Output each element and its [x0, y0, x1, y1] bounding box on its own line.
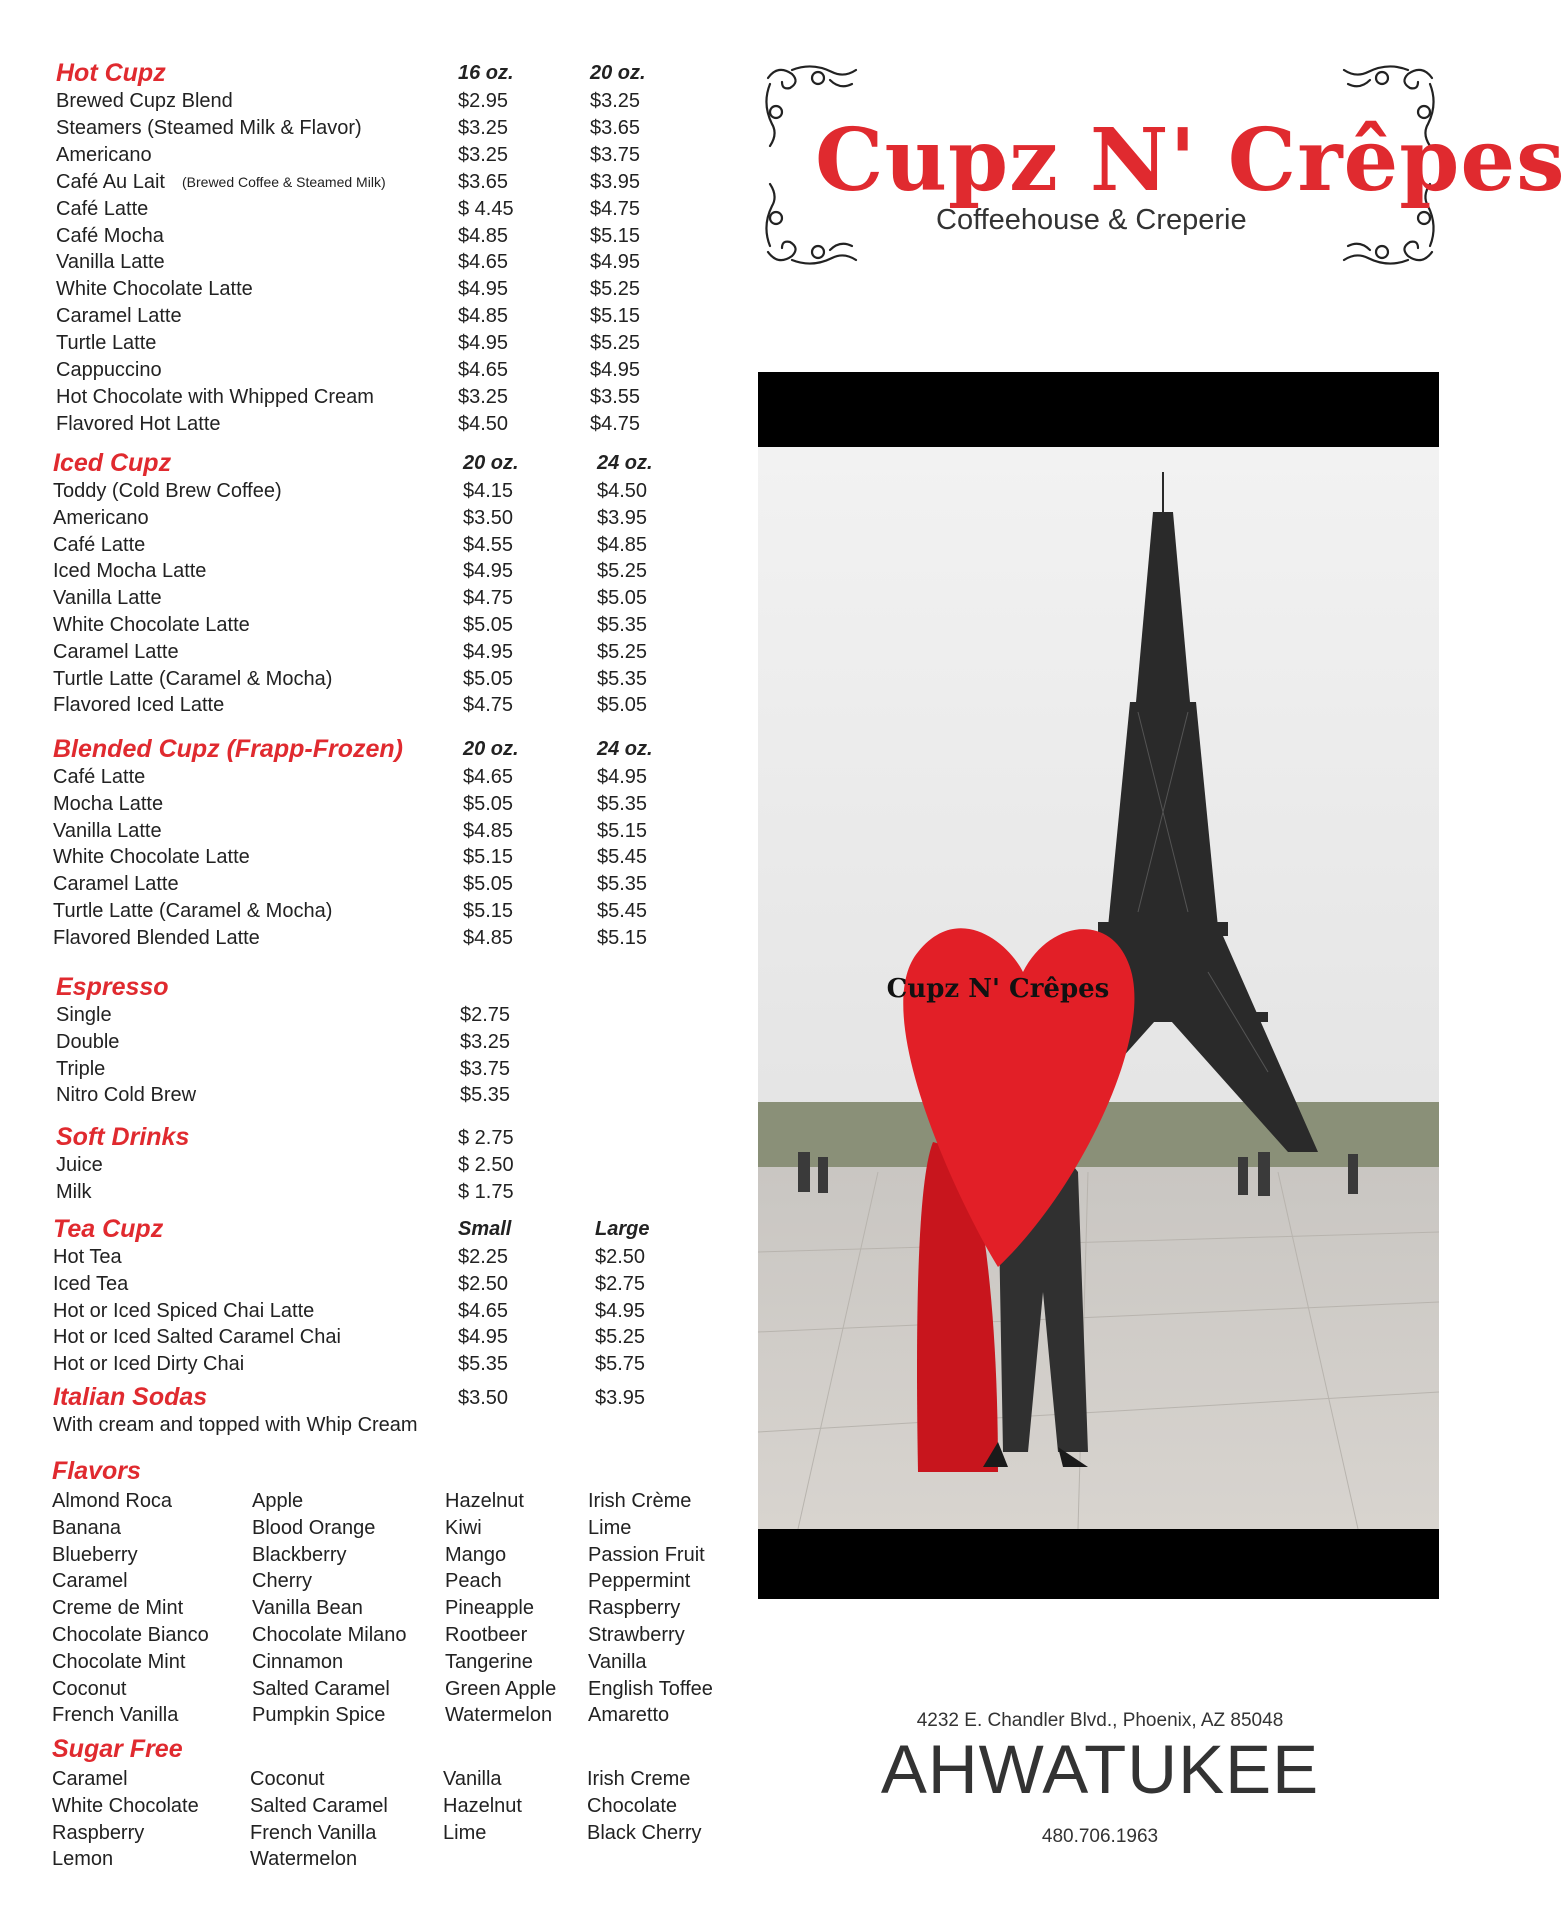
item-name: Hot or Iced Dirty Chai	[53, 1353, 245, 1376]
item-name: Toddy (Cold Brew Coffee)	[53, 480, 282, 502]
section-title-italian-sodas: Italian Sodas	[53, 1383, 208, 1411]
item-name: Juice	[56, 1154, 103, 1176]
item-price-2: $4.85	[597, 533, 648, 556]
flavor-column	[588, 1488, 713, 1729]
item-name: Double	[56, 1030, 120, 1053]
flavor-item: Irish Crème	[588, 1490, 692, 1512]
flavor-item: Watermelon	[445, 1704, 553, 1727]
item-price-2: $5.25	[590, 278, 641, 301]
item-price-1: $5.05	[463, 873, 514, 896]
menu-item	[56, 249, 756, 276]
item-price-2: $4.75	[590, 412, 641, 435]
sugar-free-column	[587, 1766, 701, 1846]
section-title-espresso: Espresso	[56, 973, 169, 1001]
size-header-blended-cupz-2: 24 oz.	[597, 738, 653, 760]
menu-item	[53, 639, 753, 666]
flavor-column	[52, 1488, 209, 1729]
menu-item	[56, 330, 756, 357]
item-price-1: $5.05	[463, 614, 514, 636]
menu-item	[56, 357, 756, 384]
item-name: Hot Tea	[53, 1246, 122, 1268]
item-name: Milk	[56, 1180, 92, 1203]
item-price-1: $3.25	[458, 116, 509, 139]
item-price-2: $5.15	[590, 305, 641, 328]
plaza	[758, 1167, 1439, 1529]
item-name: Flavored Iced Latte	[53, 694, 225, 717]
menu-item	[56, 115, 756, 142]
item-price-2: $4.50	[597, 480, 648, 502]
item-price-1: $2.75	[460, 1004, 511, 1026]
flavor-item: Kiwi	[445, 1516, 482, 1539]
item-price-1: $4.85	[458, 305, 509, 328]
item-price-2: $3.65	[590, 116, 641, 139]
item-name: Turtle Latte (Caramel & Mocha)	[53, 900, 333, 922]
menu-item	[56, 1002, 756, 1029]
flavor-item: Cherry	[252, 1570, 313, 1593]
item-name: Café Latte	[53, 766, 146, 788]
item-name: Vanilla Latte	[53, 587, 162, 610]
item-price-1: $4.95	[458, 332, 509, 355]
sugar-free-column	[443, 1766, 522, 1846]
flavor-item: Pineapple	[445, 1597, 534, 1620]
item-name: Café Mocha	[56, 224, 164, 247]
sugar-free-item: Irish Creme	[587, 1768, 691, 1790]
sugar-free-item: Coconut	[250, 1768, 325, 1790]
menu-item	[53, 1298, 753, 1325]
item-name: Single	[56, 1004, 112, 1026]
sugar-free-item: Salted Caramel	[250, 1794, 388, 1817]
item-price-2: $5.45	[597, 900, 648, 922]
item-price-1: $ 1.75	[458, 1180, 514, 1203]
item-name: Nitro Cold Brew	[56, 1084, 197, 1107]
sugar-free-item: Hazelnut	[443, 1794, 522, 1817]
item-name: Café Latte	[53, 533, 146, 556]
menu-item	[53, 558, 753, 585]
menu-item	[56, 142, 756, 169]
size-header-tea-cupz-1: Small	[458, 1218, 512, 1240]
sugar-free-item: White Chocolate	[52, 1794, 199, 1817]
item-price-1: $4.85	[463, 819, 514, 842]
item-price-2: $3.75	[590, 143, 641, 166]
menu-item	[53, 505, 753, 532]
item-price-2: $5.05	[597, 694, 648, 717]
photo-top-bar	[758, 372, 1439, 447]
flavor-item: Blackberry	[252, 1543, 347, 1566]
logo	[760, 60, 1566, 270]
flavor-item: Banana	[52, 1516, 121, 1539]
item-name: Hot or Iced Salted Caramel Chai	[53, 1326, 341, 1349]
section-title-soft-drinks: Soft Drinks	[56, 1123, 190, 1151]
flavor-item: Chocolate Milano	[252, 1623, 407, 1646]
item-name: Hot or Iced Spiced Chai Latte	[53, 1299, 315, 1322]
item-price-2: $5.25	[597, 560, 648, 583]
flavor-item: Green Apple	[445, 1677, 557, 1700]
flavor-item: Salted Caramel	[252, 1677, 390, 1700]
sugar-free-item: Black Cherry	[587, 1821, 702, 1844]
menu-item	[53, 612, 753, 639]
flavor-item: Peppermint	[588, 1570, 691, 1593]
item-name: Americano	[56, 143, 152, 166]
menu-item	[56, 1056, 756, 1083]
menu-item	[53, 585, 753, 612]
item-price-2: $5.15	[597, 819, 648, 842]
price-italian-sodas-1: $3.50	[458, 1387, 509, 1409]
flavor-item: Vanilla Bean	[252, 1597, 363, 1620]
item-price-1: $4.65	[458, 1299, 509, 1322]
menu-item	[56, 223, 756, 250]
item-price-1: $4.95	[463, 640, 514, 663]
item-price-1: $4.50	[458, 412, 509, 435]
flavor-item: Blood Orange	[252, 1516, 376, 1539]
flavor-item: French Vanilla	[52, 1704, 179, 1727]
item-note: (Brewed Coffee & Steamed Milk)	[182, 173, 386, 190]
flavor-item: Tangerine	[445, 1650, 533, 1673]
item-price-1: $3.25	[460, 1030, 511, 1053]
sugar-free-item: French Vanilla	[250, 1821, 377, 1844]
item-price-2: $4.95	[590, 359, 641, 381]
item-price-1: $2.25	[458, 1246, 509, 1268]
flavor-item: Strawberry	[588, 1623, 685, 1646]
item-price-1: $5.15	[463, 846, 514, 869]
menu-item	[56, 1029, 756, 1056]
item-price-2: $3.55	[590, 385, 641, 408]
item-price-2: $2.75	[595, 1272, 646, 1295]
item-price-2: $5.25	[590, 332, 641, 355]
flavor-item: Passion Fruit	[588, 1543, 705, 1566]
item-price-2: $5.15	[597, 926, 648, 949]
sugar-free-column	[250, 1766, 388, 1873]
item-price-1: $4.65	[463, 766, 514, 788]
menu-item	[53, 844, 753, 871]
item-name: White Chocolate Latte	[53, 846, 250, 869]
size-header-tea-cupz-2: Large	[595, 1218, 650, 1240]
flavor-item: Chocolate Bianco	[52, 1623, 209, 1646]
item-price-1: $3.25	[458, 143, 509, 166]
item-name: Mocha Latte	[53, 792, 164, 815]
item-price-1: $2.95	[458, 90, 509, 112]
section-title-tea-cupz: Tea Cupz	[53, 1215, 164, 1243]
sugar-free-item: Vanilla	[443, 1768, 502, 1790]
item-name: Caramel Latte	[56, 305, 182, 328]
item-name: Turtle Latte (Caramel & Mocha)	[53, 667, 333, 690]
item-price-1: $5.35	[458, 1353, 509, 1376]
item-name: White Chocolate Latte	[56, 278, 253, 301]
item-price-1: $3.65	[458, 170, 509, 193]
flavor-item: Lime	[588, 1516, 632, 1539]
menu-item	[53, 1351, 753, 1378]
item-name: Caramel Latte	[53, 873, 179, 896]
flavor-item: Vanilla	[588, 1650, 647, 1673]
menu-item	[56, 1152, 756, 1179]
menu-item	[53, 666, 753, 693]
menu-item	[53, 532, 753, 559]
section-title-flavors: Flavors	[52, 1457, 141, 1485]
sugar-free-item: Raspberry	[52, 1821, 145, 1844]
item-price-2: $5.35	[597, 667, 648, 690]
flavor-item: Caramel	[52, 1570, 128, 1593]
section-title-blended-cupz: Blended Cupz (Frapp-Frozen)	[53, 735, 403, 763]
flavor-item: Raspberry	[588, 1597, 681, 1620]
item-price-2: $2.50	[595, 1246, 646, 1268]
menu-item	[56, 1082, 756, 1109]
menu-item	[53, 1244, 753, 1271]
section-title-iced-cupz: Iced Cupz	[53, 449, 172, 477]
item-price-2: $4.75	[590, 197, 641, 220]
size-header-blended-cupz-1: 20 oz.	[463, 738, 519, 760]
photo-bottom-bar	[758, 1529, 1439, 1599]
sugar-free-item: Chocolate	[587, 1794, 678, 1817]
item-name: White Chocolate Latte	[53, 614, 250, 636]
price-soft-drinks-title: $ 2.75	[458, 1127, 514, 1149]
brand-name: Cupz N' Crêpes	[815, 110, 1566, 211]
item-price-1: $4.65	[458, 359, 509, 381]
item-name: Flavored Hot Latte	[56, 412, 221, 435]
flavor-item: Coconut	[52, 1677, 127, 1700]
flavor-column	[252, 1488, 407, 1729]
flavor-item: Pumpkin Spice	[252, 1704, 386, 1727]
item-name: Americano	[53, 506, 149, 529]
flavor-item: Chocolate Mint	[52, 1650, 186, 1673]
menu-column	[0, 0, 740, 1920]
item-price-2: $5.25	[595, 1326, 646, 1349]
item-name: Vanilla Latte	[53, 819, 162, 842]
flavor-item: Almond Roca	[52, 1490, 173, 1512]
item-name: Vanilla Latte	[56, 251, 165, 274]
menu-item	[53, 925, 753, 952]
item-price-1: $4.85	[463, 926, 514, 949]
item-price-1: $3.50	[463, 506, 514, 529]
menu-item	[53, 818, 753, 845]
menu-item	[56, 1179, 756, 1206]
sugar-free-item: Watermelon	[250, 1848, 358, 1871]
item-price-1: $4.55	[463, 533, 514, 556]
item-name: Steamers (Steamed Milk & Flavor)	[56, 116, 362, 139]
item-price-1: $2.50	[458, 1272, 509, 1295]
item-name: Iced Tea	[53, 1272, 129, 1295]
item-price-2: $3.95	[597, 506, 648, 529]
item-name: Café Au Lait	[56, 170, 165, 193]
menu-item	[56, 88, 756, 115]
item-name: Café Latte	[56, 197, 149, 220]
size-header-iced-cupz-1: 20 oz.	[463, 452, 519, 474]
flavor-item: Hazelnut	[445, 1490, 524, 1512]
item-price-2: $5.75	[595, 1353, 646, 1376]
brand-tagline: Coffeehouse & Creperie	[936, 204, 1247, 236]
flavor-item: Rootbeer	[445, 1623, 528, 1646]
flavor-item: Peach	[445, 1570, 502, 1593]
size-header-iced-cupz-2: 24 oz.	[597, 452, 653, 474]
italian-sodas-note: With cream and topped with Whip Cream	[53, 1414, 418, 1436]
menu-item	[56, 303, 756, 330]
item-price-1: $5.35	[460, 1084, 511, 1107]
item-price-2: $3.25	[590, 90, 641, 112]
item-price-2: $5.05	[597, 587, 648, 610]
menu-item	[53, 764, 753, 791]
item-name: Hot Chocolate with Whipped Cream	[56, 385, 374, 408]
eiffel-tower-photo	[758, 372, 1439, 1599]
umbrella-brand: Cupz N' Crêpes	[886, 974, 1110, 1004]
item-price-1: $4.85	[458, 224, 509, 247]
menu-item	[53, 1271, 753, 1298]
flavor-item: Mango	[445, 1543, 507, 1566]
item-price-1: $4.95	[458, 1326, 509, 1349]
item-price-1: $4.95	[458, 278, 509, 301]
item-price-1: $4.95	[463, 560, 514, 583]
item-price-1: $ 4.45	[458, 197, 514, 220]
item-name: Caramel Latte	[53, 640, 179, 663]
item-price-1: $ 2.50	[458, 1154, 514, 1176]
item-price-1: $4.75	[463, 587, 514, 610]
menu-item	[53, 898, 753, 925]
item-name: Triple	[56, 1057, 106, 1080]
item-price-2: $5.35	[597, 614, 648, 636]
item-price-2: $5.15	[590, 224, 641, 247]
flavor-item: Blueberry	[52, 1543, 138, 1566]
item-price-2: $4.95	[590, 251, 641, 274]
phone-number: 480.706.1963	[1041, 1826, 1159, 1847]
flavor-column	[445, 1488, 556, 1729]
section-title-sugar-free: Sugar Free	[52, 1735, 183, 1763]
menu-item	[56, 196, 756, 223]
item-price-1: $4.15	[463, 480, 514, 502]
item-price-1: $5.05	[463, 792, 514, 815]
menu-item	[53, 478, 753, 505]
item-name: Brewed Cupz Blend	[56, 90, 233, 112]
item-price-2: $3.95	[590, 170, 641, 193]
size-header-hot-cupz-1: 16 oz.	[458, 62, 514, 84]
menu-item	[53, 791, 753, 818]
item-name: Flavored Blended Latte	[53, 926, 260, 949]
sugar-free-item: Lemon	[52, 1848, 114, 1871]
item-price-1: $4.65	[458, 251, 509, 274]
size-header-hot-cupz-2: 20 oz.	[590, 62, 646, 84]
menu-item	[56, 384, 756, 411]
flavor-item: Apple	[252, 1490, 304, 1512]
flavor-item: Cinnamon	[252, 1650, 344, 1673]
item-price-1: $5.15	[463, 900, 514, 922]
address: 4232 E. Chandler Blvd., Phoenix, AZ 85048	[916, 1710, 1284, 1731]
item-price-2: $5.25	[597, 640, 648, 663]
item-name: Turtle Latte	[56, 332, 157, 355]
sugar-free-item: Caramel	[52, 1768, 128, 1790]
sugar-free-column	[52, 1766, 199, 1873]
sugar-free-item: Lime	[443, 1821, 487, 1844]
item-name: Iced Mocha Latte	[53, 560, 207, 583]
menu-item	[53, 692, 753, 719]
flavor-item: Creme de Mint	[52, 1597, 184, 1620]
item-price-2: $5.35	[597, 792, 648, 815]
item-name: Cappuccino	[56, 359, 162, 381]
item-price-1: $3.25	[458, 385, 509, 408]
item-price-2: $4.95	[595, 1299, 646, 1322]
price-italian-sodas-2: $3.95	[595, 1387, 646, 1409]
location-name: AHWATUKEE	[880, 1731, 1320, 1808]
item-price-2: $4.95	[597, 766, 648, 788]
item-price-1: $5.05	[463, 667, 514, 690]
flavor-item: Amaretto	[588, 1704, 670, 1727]
menu-item	[53, 871, 753, 898]
section-title-hot-cupz: Hot Cupz	[56, 59, 166, 87]
flavor-item: English Toffee	[588, 1677, 713, 1700]
menu-item	[53, 1324, 753, 1351]
menu-item	[56, 169, 756, 196]
item-price-2: $5.35	[597, 873, 648, 896]
menu-item	[56, 276, 756, 303]
item-price-2: $5.45	[597, 846, 648, 869]
item-price-1: $4.75	[463, 694, 514, 717]
item-price-1: $3.75	[460, 1057, 511, 1080]
menu-item	[56, 411, 756, 438]
